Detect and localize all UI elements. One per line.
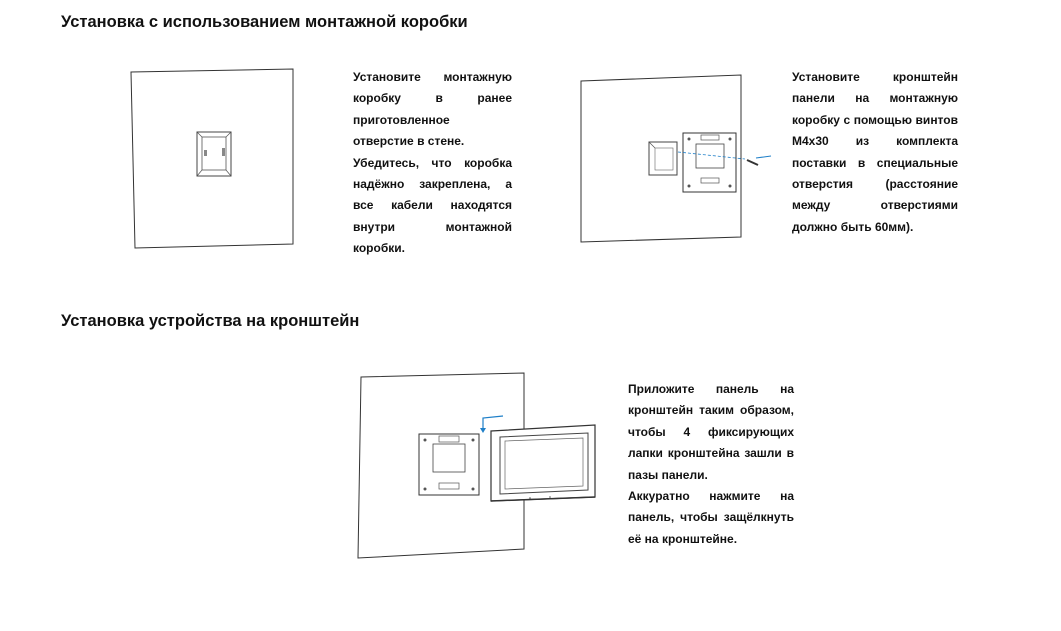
step2-paragraph-1: Установите кронштейн панели на монтажную коробку с помощью винтов М4х30 из комплекта поставки в специальные отверстия (расстояние между отверстиями должно быть 60мм). <box>792 70 958 234</box>
section-heading-box-install: Установка с использованием монтажной коробки <box>61 13 468 31</box>
step3-instructions <box>628 379 794 550</box>
step1-instructions <box>353 67 512 260</box>
figure-wall-mounting-box <box>126 66 302 250</box>
step3-paragraph-1: Приложите панель на кронштейн таким образом, чтобы 4 фиксирующих лапки кронштейна зашли в пазы панели. <box>628 382 794 482</box>
step3-paragraph-2: Аккуратно нажмите на панель, чтобы защёлкнуть её на кронштейне. <box>628 489 794 546</box>
figure-bracket-on-box <box>575 72 775 248</box>
step1-paragraph-2: Убедитесь, что коробка надёжно закреплена, а все кабели находятся внутри монтажной коробки. <box>353 155 512 256</box>
section-heading-device-install: Установка устройства на кронштейн <box>61 312 360 330</box>
step2-instructions <box>792 67 958 238</box>
figure-panel-onto-bracket <box>355 370 605 564</box>
step1-paragraph-1: Установите монтажную коробку в ранее приготовленное отверстие в стене. <box>353 70 512 149</box>
